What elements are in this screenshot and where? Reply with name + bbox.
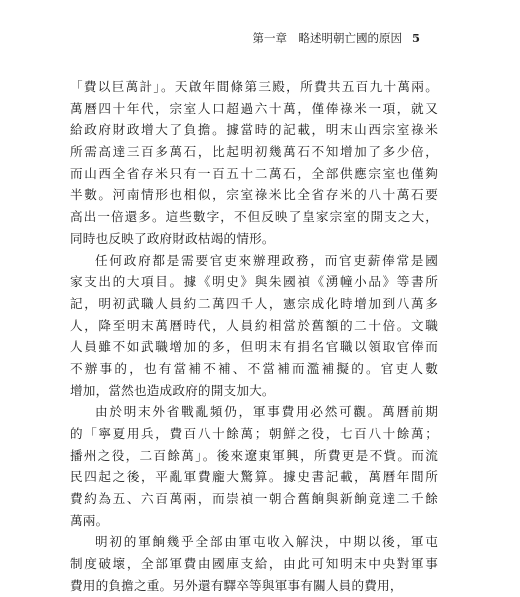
text-line: 半數。河南情形也相似，宗室祿米比全省存米的八十萬石要 [70,187,438,203]
text-line: 費約為五、六百萬兩，而崇禎一朝合舊餉與新餉竟達二千餘 [70,491,438,507]
text-line: 所需高達三百多萬石，比起明初幾萬石不知增加了多少倍， [70,144,438,160]
text-line: 人，降至明末萬曆時代，人員約相當於舊額的二十倍。文職 [70,317,438,333]
text-line: 制度破壞，全部軍費由國庫支給，由此可知明末中央對軍事 [70,556,438,572]
body-text [70,76,438,597]
text-line: 家支出的大項目。據《明史》與朱國禎《湧幢小品》等書所 [70,274,438,290]
text-line: 由於明末外省戰亂頻仍，軍事費用必然可觀。萬曆前期 [95,404,438,420]
text-line: 人員雖不如武職增加的多，但明末有捐名官職以領取官俸而 [70,339,438,355]
text-line: 不辦事的，也有當補不補、不當補而濫補擬的。官吏人數 [70,360,438,376]
text-line: 播州之役，二百餘萬」。後來遼東軍興，所費更是不貲。而流 [70,447,438,463]
text-line: 的「寧夏用兵，費百八十餘萬；朝鮮之役，七百八十餘萬； [70,426,438,441]
text-line: 費用的負擔之重。另外還有驛卒等與軍事有關人員的費用， [70,577,403,593]
running-header [60,28,420,48]
paragraph [70,401,438,531]
paragraph [70,250,438,402]
page-number: 5 [411,31,420,45]
text-line: 明初的軍餉幾乎全部由軍屯收入解決，中期以後，軍屯 [95,534,438,550]
text-line: 任何政府都是需要官吏來辦理政務，而官吏薪俸常是國 [95,252,438,268]
text-line: 「費以巨萬計」。天啟年間條第三殿，所費共五百九十萬兩。 [70,79,438,94]
paragraph [70,76,438,250]
text-line: 增加，當然也造成政府的開支加大。 [70,382,275,398]
text-line: 民四起之後，平亂軍費龐大驚算。據史書記載，萬曆年間所 [70,469,438,485]
text-line: 高出一倍還多。這些數字，不但反映了皇家宗室的開支之大， [70,209,438,225]
text-line: 給政府財政增大了負擔。據當時的記載，明末山西宗室祿米 [70,122,438,138]
text-line: 同時也反映了政府財政枯竭的情形。 [70,230,275,246]
paragraph [70,531,438,596]
text-line: 萬兩。 [70,512,109,528]
text-line: 而山西全省存米只有一百五十二萬石，全部供應宗室也僅夠 [70,165,438,181]
chapter-title: 第一章 略述明朝亡國的原因 [252,31,402,45]
text-line: 萬曆四十年代，宗室人口超過六十萬，僅俸祿米一項，就又 [70,100,438,116]
text-line: 記，明初武職人員約二萬四千人，憲宗成化時增加到八萬多 [70,295,438,311]
